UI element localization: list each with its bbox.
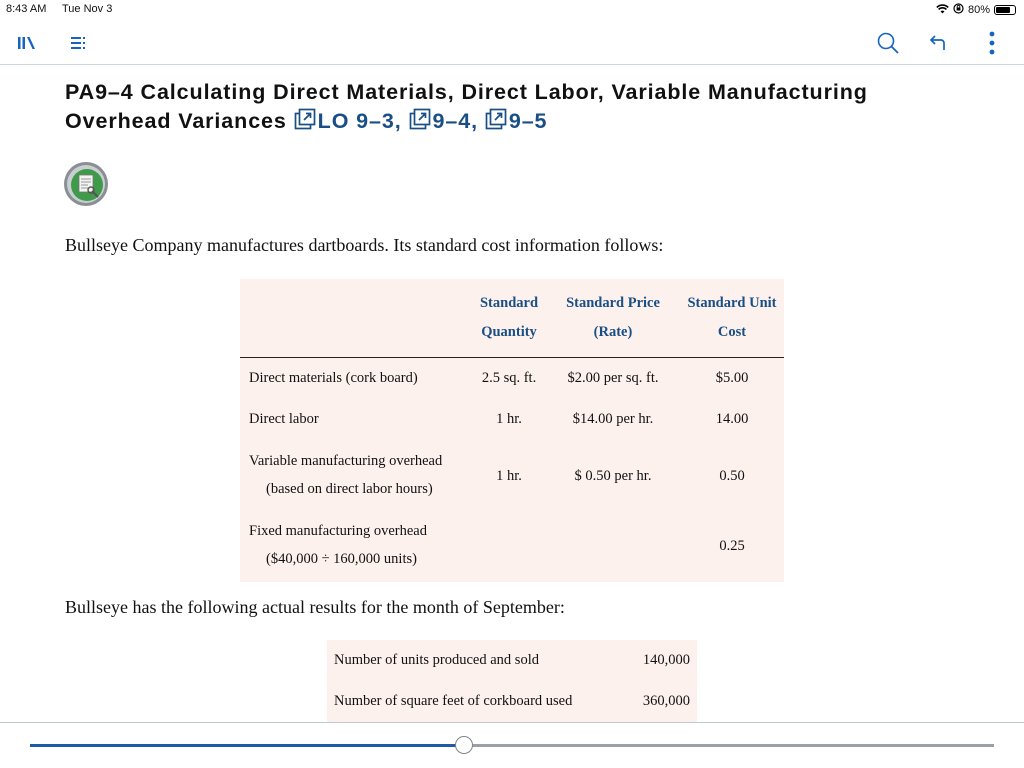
- row-cost: 0.25: [719, 538, 745, 554]
- page-slider-fill: [30, 744, 464, 747]
- header-standard-unit-cost: Standard Unit Cost: [687, 295, 777, 340]
- orientation-lock-icon: [953, 3, 964, 17]
- actual-row-label: Number of units produced and sold: [334, 652, 539, 668]
- actual-row-label: Number of square feet of corkboard used: [334, 693, 573, 709]
- more-icon[interactable]: [982, 28, 1002, 58]
- row-label: Fixed manufacturing overhead: [249, 523, 427, 539]
- status-right: [936, 3, 1016, 17]
- heading-line-2: [65, 107, 965, 138]
- header-standard-price: Standard Price (Rate): [566, 295, 660, 340]
- toc-icon[interactable]: [66, 28, 92, 58]
- actual-results-intro: Bullseye has the following actual results for the month of September:: [65, 597, 565, 617]
- reader-toolbar: [0, 22, 1024, 65]
- row-price: $14.00 per hr.: [572, 411, 654, 427]
- row-price: $ 0.50 per hr.: [574, 468, 652, 484]
- external-link-icon: [294, 108, 316, 138]
- header-standard-quantity: Standard Quantity: [479, 295, 539, 340]
- actual-results-table: [327, 640, 697, 722]
- back-icon[interactable]: [924, 28, 952, 58]
- status-date: Tue Nov 3: [62, 3, 113, 15]
- row-quantity: 2.5 sq. ft.: [481, 370, 537, 386]
- external-link-icon: [409, 108, 431, 138]
- lo-link-9-5[interactable]: [485, 109, 548, 133]
- row-label-sub: ($40,000 ÷ 160,000 units): [266, 551, 417, 567]
- lo-link-label: 9–4,: [432, 109, 478, 133]
- heading-line-2-text: Overhead Variances: [65, 109, 287, 133]
- row-quantity: 1 hr.: [496, 468, 522, 484]
- row-label-sub: (based on direct labor hours): [266, 481, 433, 497]
- lo-link-label: LO 9–3,: [317, 109, 402, 133]
- row-quantity: 1 hr.: [496, 411, 522, 427]
- page-slider-handle[interactable]: [455, 736, 473, 754]
- page-slider-track[interactable]: [30, 744, 994, 747]
- row-label: Variable manufacturing overhead: [249, 453, 443, 469]
- row-label: Direct materials (cork board): [249, 370, 418, 386]
- search-icon[interactable]: [874, 28, 902, 58]
- library-icon[interactable]: [14, 28, 42, 58]
- problem-heading: [65, 78, 965, 138]
- standard-cost-table: [240, 279, 784, 582]
- lo-link-label: 9–5: [508, 109, 548, 133]
- row-cost: $5.00: [715, 370, 749, 386]
- external-link-icon: [485, 108, 507, 138]
- document-media-icon[interactable]: [62, 160, 110, 208]
- row-price: $2.00 per sq. ft.: [567, 370, 659, 386]
- row-cost: 0.50: [719, 468, 745, 484]
- heading-line-1: PA9–4 Calculating Direct Materials, Direct Labor, Variable Manufacturing: [65, 80, 868, 104]
- lo-link-9-4[interactable]: [409, 109, 478, 133]
- actual-row-value: 360,000: [642, 693, 690, 709]
- status-bar: [0, 0, 1024, 20]
- battery-percent: 80%: [967, 4, 990, 16]
- lo-link-9-3[interactable]: [294, 109, 402, 133]
- row-cost: 14.00: [715, 411, 749, 427]
- footer-divider: [0, 722, 1024, 723]
- header-rule: [240, 357, 784, 358]
- intro-text: Bullseye Company manufactures dartboards. Its standard cost information follows:: [65, 235, 664, 255]
- row-label: Direct labor: [249, 411, 319, 427]
- actual-row-value: 140,000: [642, 652, 690, 668]
- wifi-icon: [936, 4, 949, 17]
- status-time: 8:43 AM: [6, 3, 47, 15]
- battery-icon: [994, 5, 1016, 15]
